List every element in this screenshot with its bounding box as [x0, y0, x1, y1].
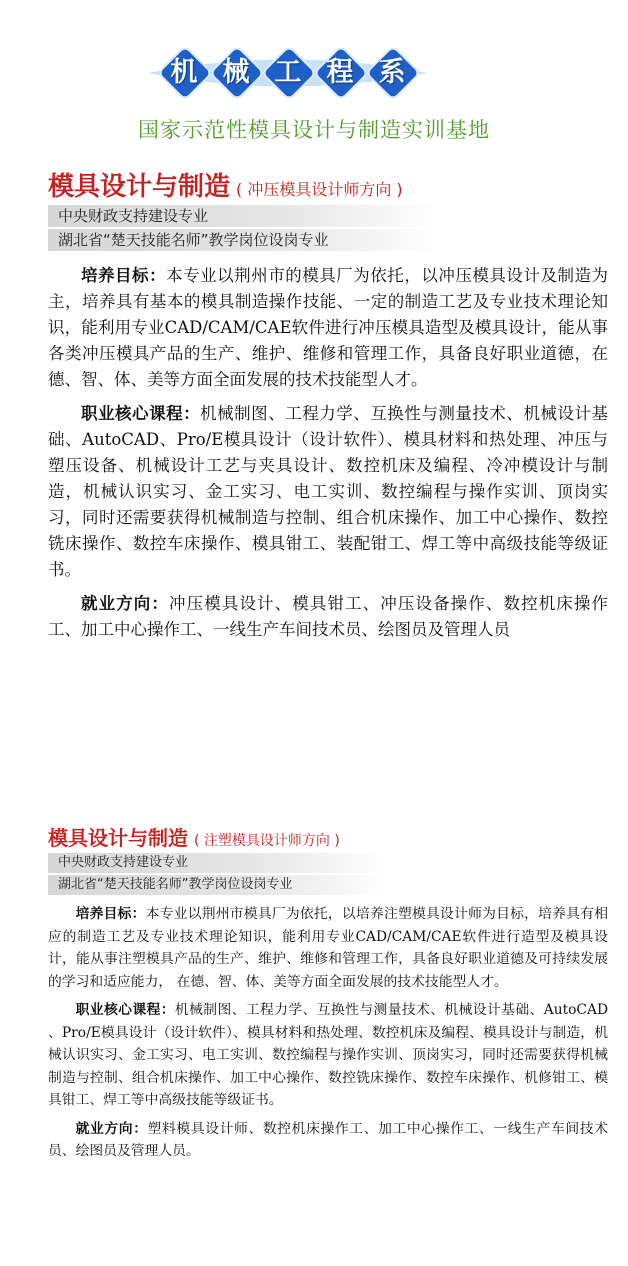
- section-title-direction: ( 注塑模具设计师方向 ): [194, 833, 340, 849]
- tag-teaching-post: 湖北省“楚天技能名师”教学岗位设岗专业: [48, 229, 438, 251]
- banner-char: 工: [274, 57, 302, 88]
- paragraph-label: 培养目标：: [81, 266, 167, 285]
- paragraph-career: [48, 1118, 608, 1163]
- tag-teaching-post: 湖北省“楚天技能名师”教学岗位设岗专业: [48, 875, 388, 895]
- paragraph-label: 就业方向：: [81, 594, 170, 613]
- banner-char: 程: [326, 57, 354, 88]
- section-title: [48, 822, 608, 851]
- paragraph-text: 塑料模具设计师、数控机床操作工、加工中心操作工、一线生产车间技术员、绘图员及管理人员。: [48, 1120, 609, 1159]
- page-subtitle: 国家示范性模具设计与制造实训基地: [138, 118, 490, 142]
- tag-funding: 中央财政支持建设专业: [48, 853, 388, 873]
- paragraph-text: 本专业以荆州市模具厂为依托，以培养注塑模具设计师为目标，培养具有相应的制造工艺及专业技术理论知识，能利用专业CAD/CAM/CAE软件进行造型及模具设计，能从事注塑模具产品的生产、维护、维修和管理工作，具备良好职业道德及可持续发展的学习和适应能力， 在德、智、体、美等方面全面发展的技术技能型人才。: [48, 906, 609, 990]
- paragraph-core-courses: [48, 401, 608, 583]
- program-section-stamping: [48, 166, 608, 643]
- paragraph-career: [48, 591, 608, 643]
- paragraph-objective: [48, 263, 608, 393]
- department-banner: [148, 40, 428, 106]
- paragraph-objective: [48, 903, 608, 993]
- paragraph-core-courses: [48, 999, 608, 1112]
- section-title-main: 模具设计与制造: [48, 826, 188, 850]
- paragraph-label: 培养目标：: [75, 906, 146, 922]
- paragraph-text: 冲压模具设计、模具钳工、冲压设备操作、数控机床操作工、加工中心操作工、一线生产车间技术员、绘图员及管理人员: [48, 594, 609, 639]
- section-title-direction: ( 冲压模具设计师方向 ): [236, 180, 403, 199]
- paragraph-label: 就业方向：: [75, 1120, 148, 1137]
- paragraph-label: 职业核心课程：: [75, 1002, 175, 1018]
- tag-funding: 中央财政支持建设专业: [48, 205, 438, 227]
- paragraph-text: 机械制图、工程力学、互换性与测量技术、机械设计基础、AutoCAD 、Pro/E模具设计（设计软件）、模具材料和热处理、数控机床及编程、模具设计与制造，机械认识实习、金工实习、电工实训、数控编程与操作实训、顶岗实习，同时还需要获得机械制造与控制、组合机床操作、加工中心操作、数控铣床操作、数控车床操作、机修钳工、模具钳工、焊工等中高级技能等级证书。: [48, 1002, 609, 1108]
- paragraph-text: 本专业以荆州市的模具厂为依托，以冲压模具设计及制造为主，培养具有基本的模具制造操作技能、一定的制造工艺及专业技术理论知识，能利用专业CAD/CAM/CAE软件进行冲压模具造型及模具设计，能从事各类冲压模具产品的生产、维护、维修和管理工作，具备良好职业道德，在德、智、体、美等方面全面发展的技术技能型人才。: [48, 266, 609, 389]
- banner-char: 系: [378, 57, 406, 88]
- section-title: [48, 166, 608, 203]
- banner-char: 械: [222, 57, 250, 88]
- banner-char: 机: [170, 57, 198, 88]
- section-title-main: 模具设计与制造: [48, 172, 231, 202]
- paragraph-text: 机械制图、工程力学、互换性与测量技术、机械设计基础、AutoCAD、Pro/E模具设计（设计软件）、模具材料和热处理、冲压与塑压设备、机械设计工艺与夹具设计、数控机床及编程、冷冲模设计与制造，机械认识实习、金工实习、电工实训、数控编程与操作实训、顶岗实习，同时还需要获得机械制造与控制、组合机床操作、加工中心操作、数控铣床操作、数控车床操作、模具钳工、装配钳工、焊工等中高级技能等级证书。: [48, 404, 609, 579]
- program-section-injection: [48, 822, 608, 1163]
- paragraph-label: 职业核心课程：: [81, 404, 201, 423]
